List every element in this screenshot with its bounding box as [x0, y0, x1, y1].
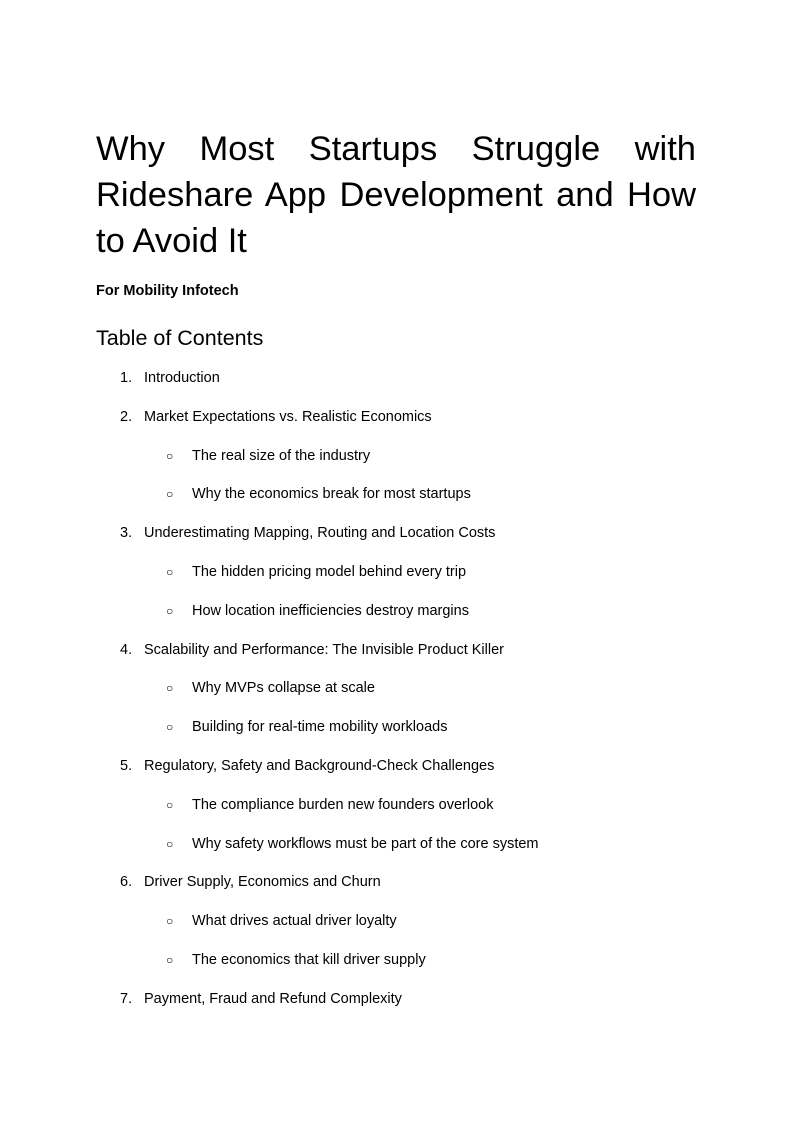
toc-item-number: 2.	[120, 408, 133, 425]
toc-item-label: Driver Supply, Economics and Churn	[144, 874, 381, 891]
hollow-bullet-icon: ○	[166, 603, 174, 618]
toc-item-label: The real size of the industry	[192, 447, 371, 464]
toc-item-label: Why safety workflows must be part of the core system	[192, 835, 539, 852]
toc-item-number: 7.	[120, 990, 133, 1007]
toc-item-label: Why the economics break for most startups	[192, 486, 471, 503]
toc-item-label: Underestimating Mapping, Routing and Location Costs	[144, 525, 496, 542]
toc-item-label: Building for real-time mobility workloads	[192, 719, 448, 736]
document-title: Why Most Startups Struggle with Rideshare App Development and How to Avoid It	[96, 130, 696, 260]
toc-item-label: What drives actual driver loyalty	[192, 913, 397, 930]
toc-item-label: Regulatory, Safety and Background-Check Challenges	[144, 758, 495, 774]
toc-item-number: 6.	[120, 874, 133, 891]
toc-item-label: Payment, Fraud and Refund Complexity	[144, 990, 402, 1007]
toc-item-label: The hidden pricing model behind every trip	[192, 564, 467, 580]
hollow-bullet-icon: ○	[166, 681, 174, 696]
hollow-bullet-icon: ○	[166, 487, 174, 502]
toc-item-number: 1.	[120, 370, 133, 386]
hollow-bullet-icon: ○	[166, 720, 174, 735]
hollow-bullet-icon: ○	[166, 565, 174, 579]
toc-heading: Table of Contents	[96, 326, 264, 350]
hollow-bullet-icon: ○	[166, 448, 174, 463]
hollow-bullet-icon: ○	[166, 914, 174, 929]
toc-item-number: 4.	[120, 641, 133, 658]
toc-item-number: 3.	[120, 525, 133, 542]
toc-item-label: Scalability and Performance: The Invisible Product Killer	[144, 641, 504, 658]
toc-item-label: Why MVPs collapse at scale	[192, 680, 375, 697]
hollow-bullet-icon: ○	[166, 836, 174, 851]
toc-item-label: How location inefficiencies destroy margins	[192, 602, 469, 619]
hollow-bullet-icon: ○	[166, 953, 174, 967]
document-subtitle: For Mobility Infotech	[96, 283, 239, 299]
toc-item-label: The economics that kill driver supply	[192, 952, 426, 968]
toc-item-label: Introduction	[144, 370, 220, 386]
toc-item-label: Market Expectations vs. Realistic Economics	[144, 408, 432, 425]
toc-item-number: 5.	[120, 758, 133, 774]
hollow-bullet-icon: ○	[166, 797, 174, 812]
toc-item-label: The compliance burden new founders overlook	[192, 796, 494, 813]
